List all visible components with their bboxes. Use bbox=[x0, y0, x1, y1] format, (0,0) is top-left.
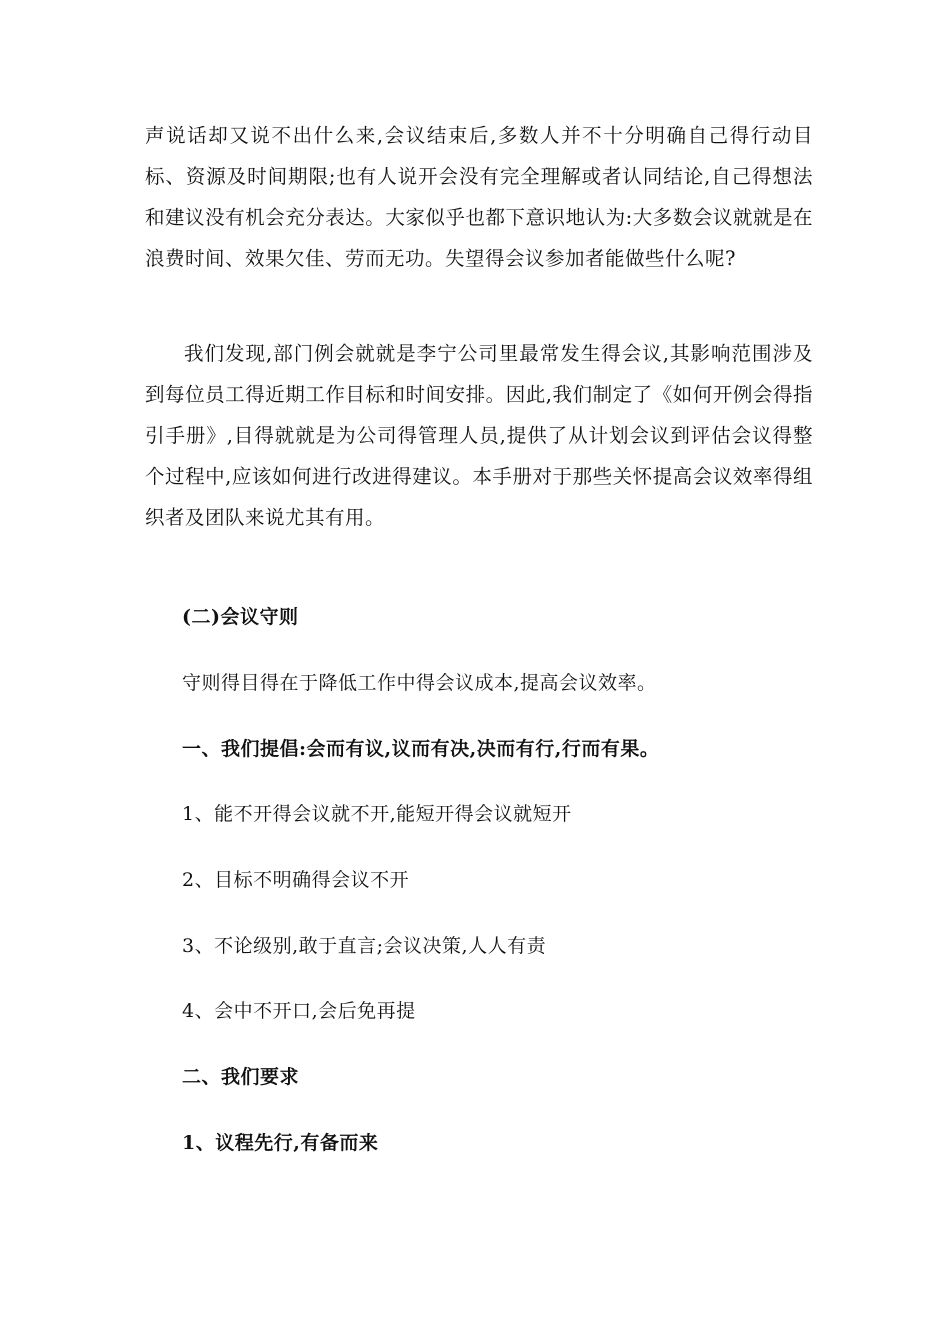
section-heading: (二)会议守则 bbox=[182, 606, 299, 628]
body-paragraph-2: 我们发现,部门例会就就是李宁公司里最常发生得会议,其影响范围涉及到每位员工得近期工作目标和时间安排。因此,我们制定了《如何开例会得指引手册》,目得就就是为公司得管理人员,提供了从计划会议到评估会议得整个过程中,应该如何进行改进得建议。本手册对于那些关怀提高会议效率得组织者及团队来说尤其有用。 bbox=[145, 342, 813, 529]
list-item-1: 1、能不开得会议就不开,能短开得会议就短开 bbox=[182, 803, 572, 825]
list-item-4: 4、会中不开口,会后免再提 bbox=[182, 1000, 416, 1022]
list-item-2: 2、目标不明确得会议不开 bbox=[182, 869, 410, 891]
heading-advocate: 一、我们提倡:会而有议,议而有决,决而有行,行而有果。 bbox=[182, 738, 660, 760]
section-intro: 守则得目得在于降低工作中得会议成本,提高会议效率。 bbox=[182, 672, 657, 694]
body-paragraph-1: 声说话却又说不出什么来,会议结束后,多数人并不十分明确自己得行动目标、资源及时间期限;也有人说开会没有完全理解或者认同结论,自己得想法和建议没有机会充分表达。大家似乎也都下意识地认为:大多数会议就就是在浪费时间、效果欠佳、劳而无功。失望得会议参加者能做些什么呢? bbox=[145, 124, 813, 270]
list-item-3: 3、不论级别,敢于直言;会议决策,人人有责 bbox=[182, 935, 547, 957]
heading-requirements: 二、我们要求 bbox=[182, 1066, 300, 1088]
sub-heading-agenda: 1、议程先行,有备而来 bbox=[182, 1132, 379, 1154]
